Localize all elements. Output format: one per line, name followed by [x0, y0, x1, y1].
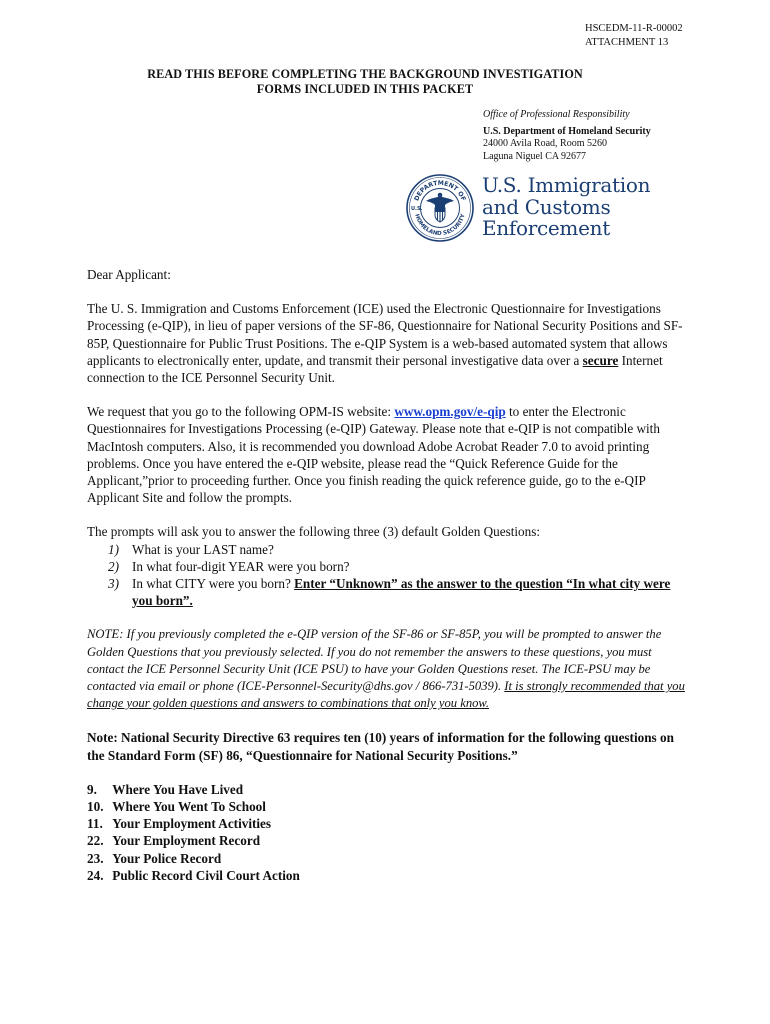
ice-logo: [406, 174, 666, 246]
office-address-line-1: 24000 Avila Road, Room 5260: [483, 138, 607, 150]
list-item: 23. Your Police Record: [87, 850, 222, 866]
golden-questions-intro: The prompts will ask you to answer the following three (3) default Golden Questions:: [87, 524, 541, 540]
opm-eqip-link[interactable]: www.opm.gov/e-qip: [394, 404, 506, 420]
seal-top-text: DEPARTMENT OF: [413, 179, 467, 203]
list-item: 3) In what CITY were you born? Enter “Unknown” as the answer to the question “In what city were you born”.: [108, 576, 671, 609]
list-item: 11. Your Employment Activities: [87, 816, 272, 832]
reference-number: HSCEDM-11-R-00002: [585, 23, 683, 34]
wordmark-line-2: and Customs: [482, 194, 611, 219]
office-address-line-2: Laguna Niguel CA 92677: [483, 150, 587, 162]
title-line-2: FORMS INCLUDED IN THIS PACKET: [256, 82, 474, 96]
paragraph-opm-website: We request that you go to the following OPM-IS website: www.opm.gov/e-qip to enter the Electronic Questionnaires for Investigations Processing (e-QIP) Gateway. Please note that e-QIP is not compatible with MacIntosh computers. Also, it is recommended you download Adobe Acrobat Reader 7.0 to avoid printing problems. Once you have entered the e-QIP website, please read the “Quick Reference Guide for the Applicant,”prior to proceeding further. Once you finish reading the quick reference guide, go to the e-QIP Applicant Site and follow the prompts.: [87, 404, 660, 506]
list-item: 10. Where You Went To School: [87, 799, 266, 815]
list-item: 24. Public Record Civil Court Action: [87, 867, 300, 883]
secure-emphasis: secure: [582, 352, 619, 368]
letter-body: [87, 266, 687, 884]
list-item: 22. Your Employment Record: [87, 833, 261, 849]
document-title: [100, 67, 630, 97]
title-line-1: READ THIS BEFORE COMPLETING THE BACKGROUND INVESTIGATION: [147, 67, 583, 81]
seal-left-text: U.S.: [411, 206, 423, 212]
wordmark-line-1: U.S. Immigration: [482, 173, 651, 197]
wordmark-line-3: Enforcement: [482, 216, 610, 240]
list-item: 9. Where You Have Lived: [87, 781, 244, 797]
note-golden-questions: NOTE: If you previously completed the e-QIP version of the SF-86 or SF-85P, you will be prompted to answer the Golden Questions that you previously selected. If you do not remember the answers to these questions, you must contact the ICE Personnel Security Unit (ICE PSU) to have your Golden Questions reset. The ICE-PSU may be contacted via email or phone (ICE-Personnel-Security@dhs.gov / 866-731-5039). It is strongly recommended that you change your golden questions and answers to combinations that only you know.: [87, 627, 685, 711]
header-reference: [585, 22, 683, 49]
golden-questions-list: [87, 541, 687, 610]
paragraph-eqip-intro: The U. S. Immigration and Customs Enforcement (ICE) used the Electronic Questionnaire for Investigations Processing (e-QIP), in lieu of paper versions of the SF-86, Questionnaire for National Security Positions and SF-85P, Questionnaire for Public Trust Positions. The e-QIP System is a web-based automated system that allows applicants to electronically enter, update, and transmit their personal investigative data over a secure Internet connection to the ICE Personnel Security Unit.: [87, 301, 683, 386]
seal-bottom-text: HOMELAND SECURITY: [413, 213, 467, 238]
dhs-seal-icon: [406, 174, 474, 242]
ice-wordmark: [482, 175, 650, 240]
office-department: U.S. Department of Homeland Security: [483, 125, 651, 137]
office-unit: Office of Professional Responsibility: [483, 109, 630, 120]
sf86-sections-list: [87, 781, 687, 884]
greeting: Dear Applicant:: [87, 267, 171, 282]
unknown-instruction: Enter “Unknown” as the answer to the question “In what city were you born”.: [132, 576, 671, 609]
list-item: 1) What is your LAST name?: [108, 541, 274, 557]
list-item: 2) In what four-digit YEAR were you born?: [108, 558, 350, 574]
note-nsd63: Note: National Security Directive 63 requires ten (10) years of information for the following questions on the Standard Form (SF) 86, “Questionnaire for National Security Positions.”: [87, 730, 674, 763]
office-address-block: [483, 109, 651, 163]
attachment-label: ATTACHMENT 13: [585, 36, 669, 48]
recommendation-underlined: It is strongly recommended that you change your golden questions and answers to combinations that only you know.: [87, 679, 685, 711]
